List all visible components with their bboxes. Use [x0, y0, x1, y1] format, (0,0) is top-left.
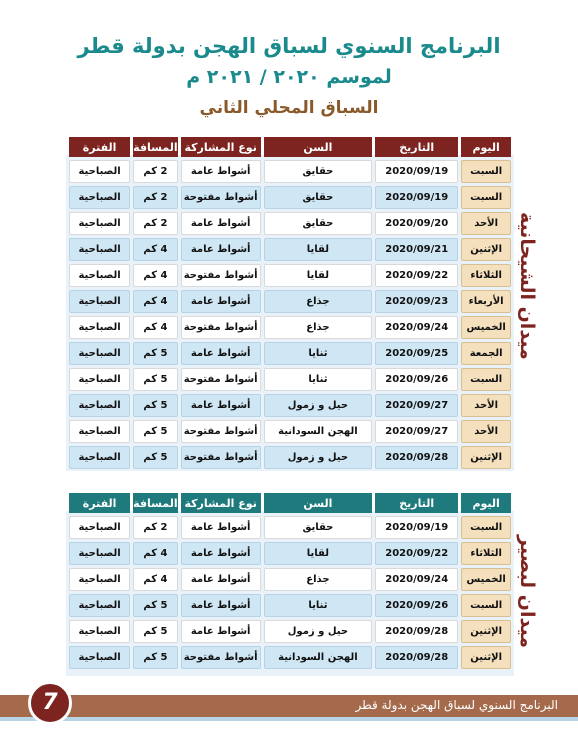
- cell-period: الصباحية: [69, 646, 130, 669]
- cell-type: أشواط عامة: [181, 542, 261, 565]
- cell-period: الصباحية: [69, 238, 130, 261]
- cell-period: الصباحية: [69, 316, 130, 339]
- cell-distance: 4 كم: [133, 316, 177, 339]
- cell-type: أشواط مفتوحة: [181, 446, 261, 469]
- cell-date: 2020/09/27: [375, 394, 458, 417]
- cell-type: أشواط عامة: [181, 160, 261, 183]
- cell-day: الإثنين: [461, 646, 511, 669]
- cell-period: الصباحية: [69, 568, 130, 591]
- cell-type: أشواط عامة: [181, 568, 261, 591]
- cell-age: جذاع: [264, 568, 373, 591]
- cell-day: السبت: [461, 516, 511, 539]
- cell-type: أشواط عامة: [181, 290, 261, 313]
- table-body: [69, 160, 511, 469]
- table-row: [69, 238, 511, 261]
- cell-type: أشواط مفتوحة: [181, 186, 261, 209]
- cell-day: الإثنين: [461, 238, 511, 261]
- cell-distance: 4 كم: [133, 542, 177, 565]
- table-row: [69, 620, 511, 643]
- cell-age: الهجن السودانية: [264, 420, 373, 443]
- cell-distance: 2 كم: [133, 212, 177, 235]
- col-header-day: اليوم: [461, 137, 511, 157]
- cell-age: جذاع: [264, 316, 373, 339]
- table-row: [69, 420, 511, 443]
- cell-type: أشواط عامة: [181, 212, 261, 235]
- cell-period: الصباحية: [69, 368, 130, 391]
- cell-distance: 5 كم: [133, 368, 177, 391]
- table-header-row: [69, 137, 511, 157]
- cell-period: الصباحية: [69, 290, 130, 313]
- cell-day: الثلاثاء: [461, 264, 511, 287]
- cell-period: الصباحية: [69, 212, 130, 235]
- cell-distance: 4 كم: [133, 264, 177, 287]
- cell-period: الصباحية: [69, 620, 130, 643]
- cell-period: الصباحية: [69, 516, 130, 539]
- cell-age: جذاع: [264, 290, 373, 313]
- col-header-day: اليوم: [461, 493, 511, 513]
- cell-age: الهجن السودانية: [264, 646, 373, 669]
- cell-day: السبت: [461, 186, 511, 209]
- table-row: [69, 368, 511, 391]
- cell-distance: 4 كم: [133, 290, 177, 313]
- cell-distance: 4 كم: [133, 568, 177, 591]
- cell-distance: 5 كم: [133, 420, 177, 443]
- cell-date: 2020/09/19: [375, 516, 458, 539]
- table-row: [69, 290, 511, 313]
- table-body: [69, 516, 511, 669]
- table-row: [69, 342, 511, 365]
- col-header-distance: المسافة: [133, 493, 177, 513]
- cell-distance: 5 كم: [133, 394, 177, 417]
- cell-day: السبت: [461, 160, 511, 183]
- cell-period: الصباحية: [69, 394, 130, 417]
- cell-age: ثنايا: [264, 368, 373, 391]
- cell-age: حيل و زمول: [264, 620, 373, 643]
- cell-day: السبت: [461, 594, 511, 617]
- cell-age: حقايق: [264, 212, 373, 235]
- cell-period: الصباحية: [69, 264, 130, 287]
- col-header-date: التاريخ: [375, 493, 458, 513]
- col-header-distance: المسافة: [133, 137, 177, 157]
- table-row: [69, 212, 511, 235]
- cell-type: أشواط عامة: [181, 238, 261, 261]
- table-header-row: [69, 493, 511, 513]
- cell-date: 2020/09/24: [375, 568, 458, 591]
- cell-day: الخميس: [461, 316, 511, 339]
- cell-date: 2020/09/26: [375, 594, 458, 617]
- cell-day: الأحد: [461, 420, 511, 443]
- cell-date: 2020/09/28: [375, 620, 458, 643]
- cell-date: 2020/09/20: [375, 212, 458, 235]
- venue-label-shahaniya: ميدان الشيحانية: [516, 212, 538, 360]
- cell-day: الأحد: [461, 394, 511, 417]
- col-header-period: الفترة: [69, 137, 130, 157]
- cell-type: أشواط عامة: [181, 342, 261, 365]
- footer-text: البرنامج السنوي لسباق الهجن بدولة قطر: [355, 698, 558, 712]
- cell-day: الجمعة: [461, 342, 511, 365]
- cell-age: حقايق: [264, 186, 373, 209]
- table-row: [69, 516, 511, 539]
- cell-age: حيل و زمول: [264, 394, 373, 417]
- col-header-type: نوع المشاركة: [181, 137, 261, 157]
- cell-period: الصباحية: [69, 160, 130, 183]
- cell-type: أشواط مفتوحة: [181, 264, 261, 287]
- cell-date: 2020/09/28: [375, 646, 458, 669]
- table-row: [69, 316, 511, 339]
- cell-day: الإثنين: [461, 446, 511, 469]
- cell-age: ثنايا: [264, 594, 373, 617]
- table-row: [69, 446, 511, 469]
- cell-type: أشواط عامة: [181, 516, 261, 539]
- cell-distance: 2 كم: [133, 516, 177, 539]
- table-row: [69, 568, 511, 591]
- col-header-type: نوع المشاركة: [181, 493, 261, 513]
- table-row: [69, 186, 511, 209]
- cell-date: 2020/09/22: [375, 542, 458, 565]
- table-row: [69, 264, 511, 287]
- cell-date: 2020/09/22: [375, 264, 458, 287]
- schedule-table-lebsayyer: [66, 490, 514, 672]
- cell-period: الصباحية: [69, 446, 130, 469]
- cell-date: 2020/09/24: [375, 316, 458, 339]
- cell-period: الصباحية: [69, 186, 130, 209]
- table-row: [69, 542, 511, 565]
- footer-strip: [0, 717, 578, 721]
- cell-date: 2020/09/26: [375, 368, 458, 391]
- cell-distance: 5 كم: [133, 446, 177, 469]
- page-number-badge: 7: [28, 681, 72, 725]
- cell-type: أشواط مفتوحة: [181, 420, 261, 443]
- cell-day: السبت: [461, 368, 511, 391]
- cell-age: حقايق: [264, 516, 373, 539]
- cell-distance: 5 كم: [133, 342, 177, 365]
- cell-day: الأربعاء: [461, 290, 511, 313]
- table-row: [69, 160, 511, 183]
- cell-date: 2020/09/28: [375, 446, 458, 469]
- cell-type: أشواط عامة: [181, 594, 261, 617]
- cell-type: أشواط مفتوحة: [181, 646, 261, 669]
- page-title: البرنامج السنوي لسباق الهجن بدولة قطر: [77, 34, 501, 58]
- col-header-date: التاريخ: [375, 137, 458, 157]
- schedule-table-shahaniya: [66, 134, 514, 472]
- cell-date: 2020/09/27: [375, 420, 458, 443]
- cell-period: الصباحية: [69, 542, 130, 565]
- cell-type: أشواط مفتوحة: [181, 368, 261, 391]
- cell-day: الخميس: [461, 568, 511, 591]
- cell-day: الأحد: [461, 212, 511, 235]
- table-row: [69, 394, 511, 417]
- venue-label-lebsayyer: ميدان لبصير: [516, 535, 538, 649]
- cell-period: الصباحية: [69, 420, 130, 443]
- cell-date: 2020/09/19: [375, 160, 458, 183]
- cell-age: حقايق: [264, 160, 373, 183]
- cell-age: لقايا: [264, 264, 373, 287]
- race-subtitle: السباق المحلي الثاني: [199, 98, 379, 118]
- cell-distance: 5 كم: [133, 594, 177, 617]
- cell-distance: 5 كم: [133, 646, 177, 669]
- cell-type: أشواط عامة: [181, 394, 261, 417]
- cell-day: الثلاثاء: [461, 542, 511, 565]
- cell-period: الصباحية: [69, 342, 130, 365]
- cell-date: 2020/09/19: [375, 186, 458, 209]
- cell-date: 2020/09/25: [375, 342, 458, 365]
- cell-age: لقايا: [264, 542, 373, 565]
- col-header-age: السن: [264, 137, 373, 157]
- cell-date: 2020/09/21: [375, 238, 458, 261]
- cell-distance: 5 كم: [133, 620, 177, 643]
- col-header-age: السن: [264, 493, 373, 513]
- cell-age: لقايا: [264, 238, 373, 261]
- table-row: [69, 646, 511, 669]
- cell-day: الإثنين: [461, 620, 511, 643]
- cell-age: ثنايا: [264, 342, 373, 365]
- cell-type: أشواط عامة: [181, 620, 261, 643]
- cell-distance: 4 كم: [133, 238, 177, 261]
- table-row: [69, 594, 511, 617]
- cell-age: حيل و زمول: [264, 446, 373, 469]
- season-title: لموسم ٢٠٢٠ / ٢٠٢١ م: [186, 66, 392, 88]
- cell-type: أشواط مفتوحة: [181, 316, 261, 339]
- cell-period: الصباحية: [69, 594, 130, 617]
- col-header-period: الفترة: [69, 493, 130, 513]
- cell-date: 2020/09/23: [375, 290, 458, 313]
- cell-distance: 2 كم: [133, 186, 177, 209]
- cell-distance: 2 كم: [133, 160, 177, 183]
